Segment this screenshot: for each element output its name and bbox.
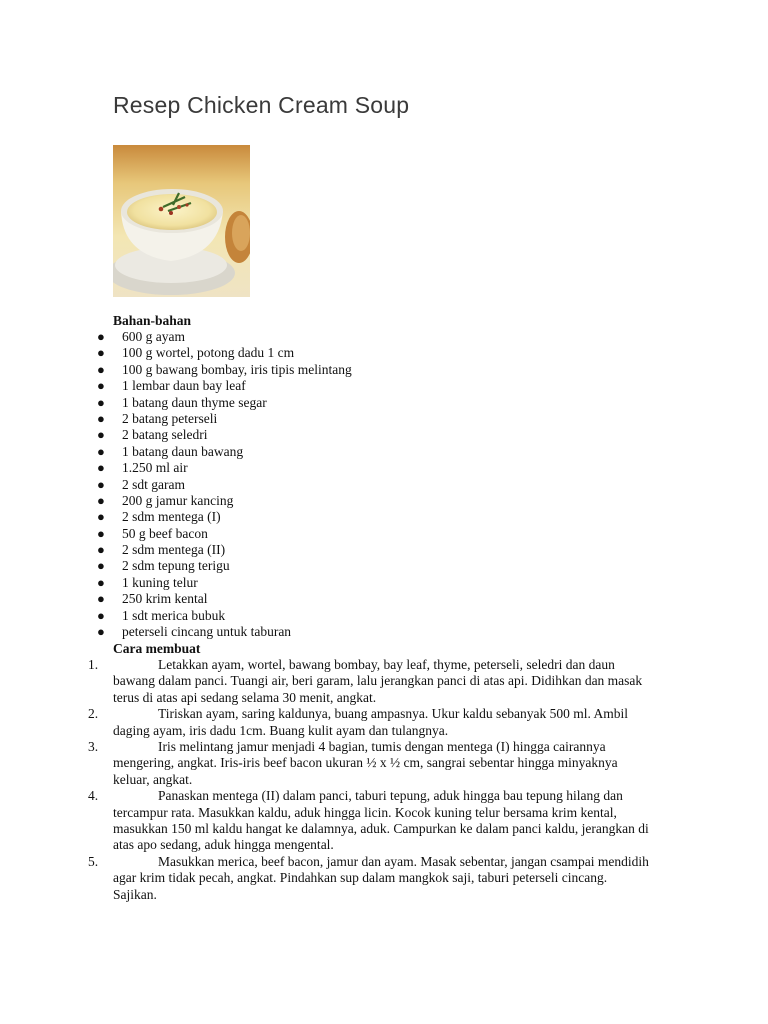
step-item — [0, 706, 649, 739]
ingredient-text: peterseli cincang untuk taburan — [122, 624, 292, 640]
ingredients-heading: Bahan-bahan — [113, 313, 192, 328]
bullet-icon: ● — [97, 427, 105, 443]
ingredient-text: 200 g jamur kancing — [122, 492, 234, 508]
step-text: Letakkan ayam, wortel, bawang bombay, bay leaf, thyme, peterseli, seledri dan daun bawang dalam panci. Tuangi air, beri garam, lalu jerangkan panci di atas api. Didihkan dan masak terus di atas api sedang selama 30 menit, angkat. — [113, 657, 643, 705]
bullet-icon: ● — [97, 394, 105, 410]
bullet-icon: ● — [97, 410, 105, 426]
ingredient-text: 250 krim kental — [122, 591, 208, 607]
step-number: 2. — [88, 706, 99, 722]
ingredient-text: 2 sdm mentega (I) — [122, 509, 221, 525]
list-item — [0, 362, 352, 378]
step-text: Panaskan mentega (II) dalam panci, taburi tepung, aduk hingga bau tepung hilang dan tercampur rata. Masukkan kaldu, aduk hingga licin. Kocok kuning telur bersama krim kental, masukkan 150 ml kaldu hangat ke dalamnya, aduk. Campurkan ke dalam panci kaldu, jerangkan di atas apo sedang, aduk hingga mengental. — [113, 788, 649, 853]
bullet-icon: ● — [97, 607, 105, 623]
bullet-icon: ● — [97, 378, 105, 394]
list-item — [0, 427, 352, 443]
ingredient-text: 600 g ayam — [122, 329, 185, 344]
bullet-icon: ● — [97, 492, 105, 508]
list-item — [0, 444, 352, 460]
step-text: Tiriskan ayam, saring kaldunya, buang ampasnya. Ukur kaldu sebanyak 500 ml. Ambil daging ayam, iris dadu 1cm. Buang kulit ayam dan tulangnya. — [113, 706, 629, 738]
ingredient-text: 100 g bawang bombay, iris tipis melintang — [122, 361, 352, 377]
bullet-icon: ● — [97, 574, 105, 590]
ingredient-text: 2 batang peterseli — [122, 410, 218, 426]
step-item — [0, 854, 649, 903]
step-number: 5. — [88, 853, 99, 869]
step-text: Masukkan merica, beef bacon, jamur dan ayam. Masak sebentar, jangan csampai mendidih agar krim tidak pecah, angkat. Pindahkan sup dalam mangkok saji, taburi peterseli cincang. Sajikan. — [113, 853, 649, 902]
bullet-icon: ● — [97, 329, 105, 344]
bullet-icon: ● — [97, 542, 105, 558]
ingredients-list — [0, 329, 352, 640]
list-item — [0, 378, 352, 394]
list-item — [0, 591, 352, 607]
method-heading: Cara membuat — [113, 641, 201, 656]
ingredient-text: 2 sdm tepung terigu — [122, 558, 230, 574]
bullet-icon: ● — [97, 345, 105, 361]
bullet-icon: ● — [97, 361, 105, 377]
bullet-icon: ● — [97, 460, 105, 476]
list-item — [0, 460, 352, 476]
step-number: 1. — [88, 657, 99, 672]
bullet-icon: ● — [97, 476, 105, 492]
ingredient-text: 1 kuning telur — [122, 574, 198, 590]
bullet-icon: ● — [97, 525, 105, 541]
soup-photo — [113, 145, 250, 297]
list-item — [0, 395, 352, 411]
step-item — [0, 788, 649, 854]
page-title: Resep Chicken Cream Soup — [113, 92, 410, 118]
list-item — [0, 411, 352, 427]
ingredient-text: 2 sdt garam — [122, 476, 185, 492]
ingredient-text: 1 batang daun thyme segar — [122, 394, 267, 410]
bullet-icon: ● — [97, 509, 105, 525]
ingredient-text: 2 batang seledri — [122, 427, 208, 443]
bullet-icon: ● — [97, 558, 105, 574]
list-item — [0, 608, 352, 624]
ingredient-text: 1 batang daun bawang — [122, 443, 244, 459]
bullet-icon: ● — [97, 443, 105, 459]
bullet-icon: ● — [97, 591, 105, 607]
list-item — [0, 329, 352, 345]
step-item — [0, 739, 649, 788]
list-item — [0, 575, 352, 591]
step-number: 3. — [88, 739, 99, 755]
list-item — [0, 542, 352, 558]
ingredient-text: 2 sdm mentega (II) — [122, 542, 226, 558]
step-text: Iris melintang jamur menjadi 4 bagian, tumis dengan mentega (I) hingga cairannya mengering, angkat. Iris-iris beef bacon ukuran ½ x ½ cm, sangrai sebentar hingga minyaknya keluar, angkat. — [113, 739, 618, 787]
ingredient-text: 50 g beef bacon — [122, 525, 208, 541]
step-item — [0, 657, 649, 706]
list-item — [0, 345, 352, 361]
list-item — [0, 509, 352, 525]
list-item — [0, 558, 352, 574]
list-item — [0, 477, 352, 493]
ingredient-text: 1.250 ml air — [122, 460, 188, 476]
method-steps — [0, 657, 649, 903]
bullet-icon: ● — [97, 624, 105, 640]
list-item — [0, 526, 352, 542]
ingredient-text: 1 sdt merica bubuk — [122, 607, 226, 623]
ingredient-text: 100 g wortel, potong dadu 1 cm — [122, 345, 295, 361]
list-item — [0, 493, 352, 509]
list-item — [0, 624, 352, 640]
step-number: 4. — [88, 788, 99, 804]
ingredient-text: 1 lembar daun bay leaf — [122, 378, 246, 394]
